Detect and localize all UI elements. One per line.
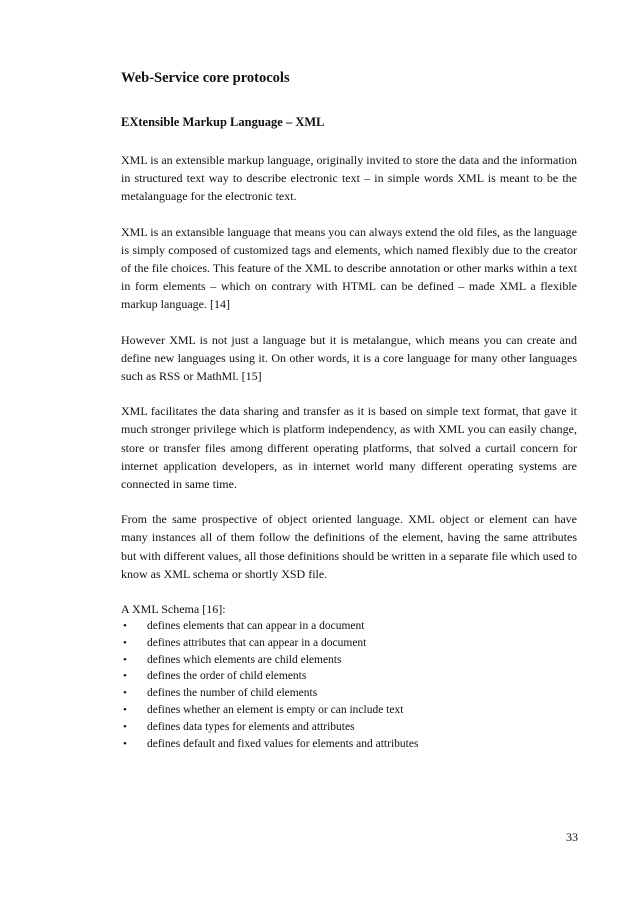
list-item-text: defines elements that can appear in a document <box>147 620 365 633</box>
list-item <box>121 702 577 719</box>
page-number: 33 <box>566 830 578 844</box>
bullet-icon: • <box>123 687 127 700</box>
list-item <box>121 618 577 635</box>
paragraph-xml-schema-intro: From the same prospective of object oriented language. XML object or element can have many instances all of them follow the definitions of the element, having the same attributes but with different values, all those definitions should be written in a separate file which used to know as XML schema or shortly XSD file. <box>121 512 577 581</box>
list-item <box>121 668 577 685</box>
list-item-text: defines default and fixed values for elements and attributes <box>147 737 419 750</box>
paragraph-xml-metalanguage: However XML is not just a language but it is metalangue, which means you can create and define new languages using it. On other words, it is a core language for many other languages such as RSS or MathMl. [15] <box>121 332 577 384</box>
list-item <box>121 719 577 736</box>
list-item <box>121 685 577 702</box>
list-item <box>121 635 577 652</box>
list-item-text: defines the order of child elements <box>147 670 307 683</box>
paragraph-xml-data-sharing: XML facilitates the data sharing and transfer as it is based on simple text format, that gave it much stronger privilege which is platform independency, as with XML you can easily change, store or transfer files among different operating platforms, that solved a curtail concern for internet application developers, as in internet world many different operating systems are connected in same time. <box>121 404 577 492</box>
list-item-text: defines which elements are child elements <box>147 653 342 666</box>
bullet-icon: • <box>123 670 127 683</box>
list-item <box>121 736 577 753</box>
page-content <box>121 68 577 752</box>
list-item-text: defines attributes that can appear in a document <box>147 636 367 649</box>
bullet-icon: • <box>123 737 127 750</box>
subsection-title: EXtensible Markup Language – XML <box>121 115 325 129</box>
list-item-text: defines the number of child elements <box>147 687 318 700</box>
bullet-icon: • <box>123 653 127 666</box>
bullet-icon: • <box>123 720 127 733</box>
bullet-icon: • <box>123 704 127 717</box>
list-item <box>121 652 577 669</box>
paragraph-xml-extensible: XML is an extansible language that means you can always extend the old files, as the language is simply composed of customized tags and elements, which named flexibly due to the creator of the file choices. This feature of the XML to describe annotation or other marks within a text in form elements – which on contrary with HTML can be defined – made XML a flexible markup language. [14] <box>121 224 577 312</box>
schema-heading: A XML Schema [16]: <box>121 602 226 617</box>
paragraph-xml-definition: XML is an extensible markup language, originally invited to store the data and the information in structured text way to describe electronic text – in simple words XML is meant to be the metalanguage for the electronic text. <box>121 153 577 204</box>
list-item-text: defines data types for elements and attributes <box>147 720 355 733</box>
schema-bullet-list <box>121 618 577 752</box>
section-title: Web-Service core protocols <box>121 70 290 86</box>
bullet-icon: • <box>123 620 127 633</box>
list-item-text: defines whether an element is empty or can include text <box>147 704 404 717</box>
bullet-icon: • <box>123 636 127 649</box>
